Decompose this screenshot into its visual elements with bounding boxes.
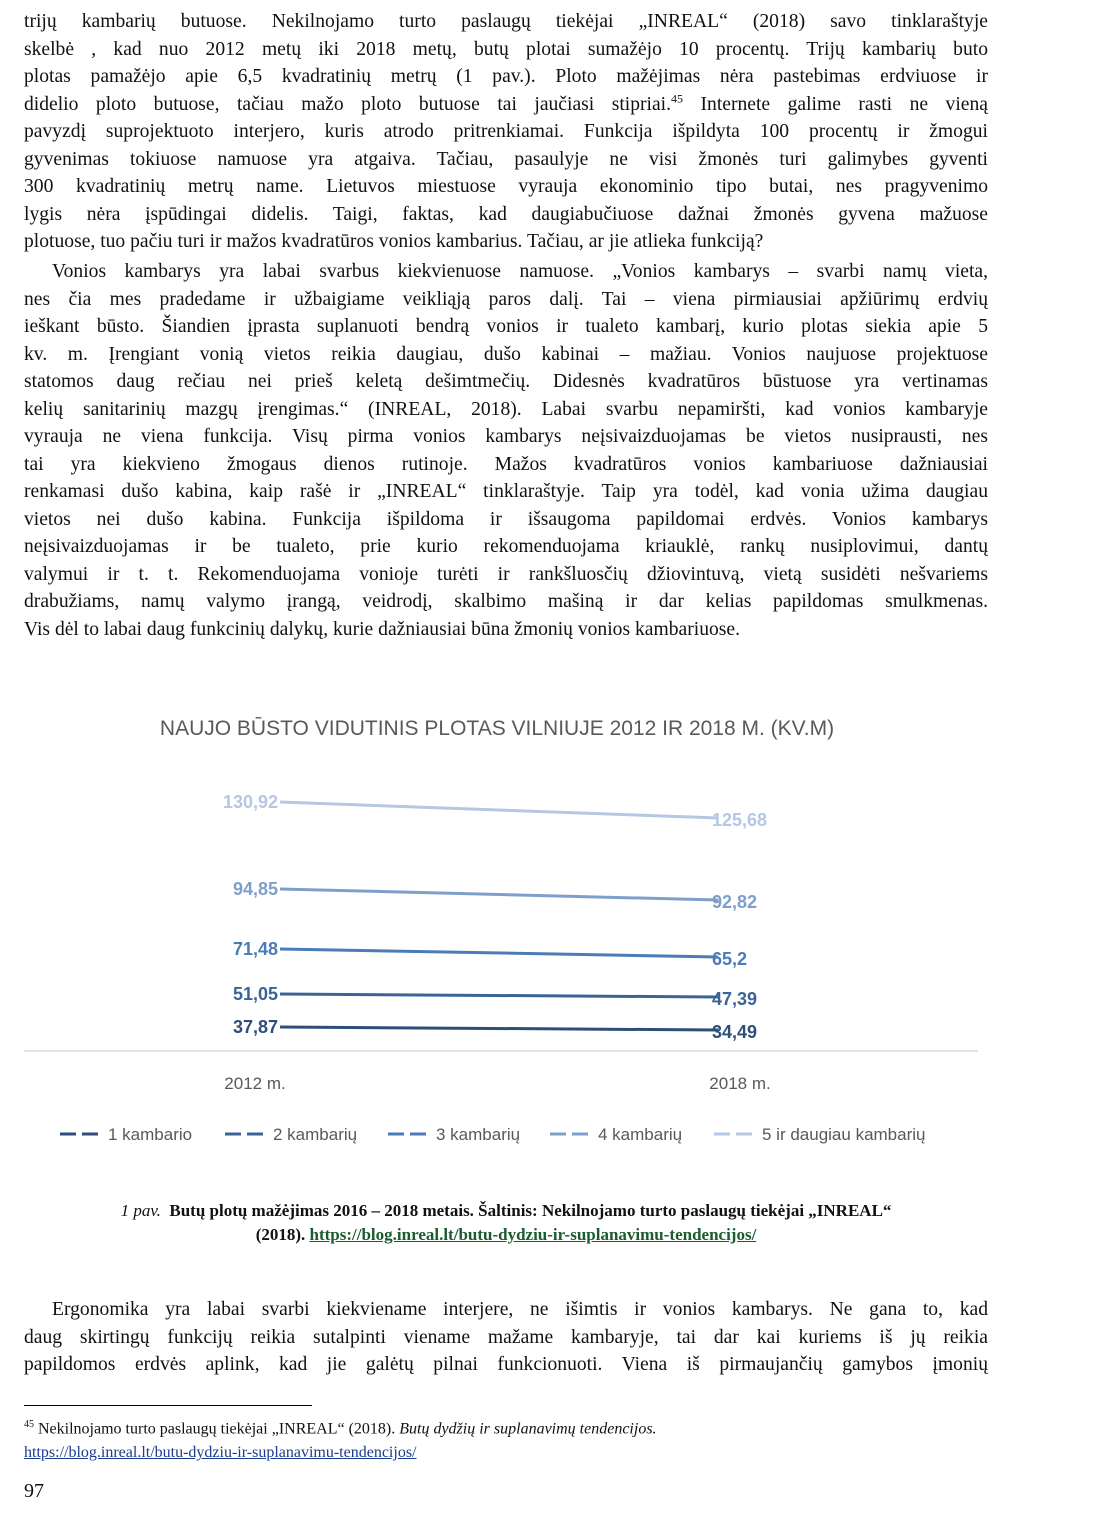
text-line: statomos daug rečiau nei prieš keletą dešimtmečių. Didesnės kvadratūros būstuose yra vertinamas [24, 371, 988, 392]
text-line: Vonios kambarys yra labai svarbus kiekvienuose namuose. „Vonios kambarys – svarbi namų vieta, [52, 261, 988, 282]
legend-label: 1 kambario [108, 1125, 193, 1144]
text-line: Vis dėl to labai daug funkcinių dalykų, kurie dažniausiai būna žmonių vonios kambariuose. [24, 618, 741, 640]
series-line-3 [280, 949, 718, 957]
paragraph-2 [24, 258, 988, 643]
series-line-5 [280, 802, 718, 818]
legend-label: 4 kambarių [598, 1125, 683, 1144]
x-tick-label: 2012 m. [224, 1074, 286, 1093]
x-tick-label: 2018 m. [709, 1074, 771, 1093]
chart-title: NAUJO BŪSTO VIDUTINIS PLOTAS VILNIUJE 2012 IR 2018 M. (KV.M) [159, 717, 835, 740]
legend-item [60, 1125, 192, 1144]
text-line: skelbė , kad nuo 2012 metų iki 2018 metų, butų plotai sumažėjo 10 procentų. Trijų kambarių buto [24, 38, 988, 60]
text-line: tai yra kiekvieno žmogaus dienos rutinoje. Mažos kvadratūros vonios kambariuose dažniausiai [24, 453, 988, 475]
footnote-number: 45 [24, 1419, 34, 1430]
text-line: nes čia mes pradedame ir užbaigiame veikliąją paros dalį. Tai – viena pirmiausiai apžiūrimų erdvių [24, 288, 988, 310]
footnote-text: Nekilnojamo turto paslaugų tiekėjai „INREAL“ (2018). [34, 1420, 400, 1438]
data-label: 130,92 [222, 792, 278, 812]
text-line: ieškant būsto. Šiandien įprasta suplanuoti bendrą vonios ir tualeto kambarį, kurio plotas siekia apie 5 [24, 316, 988, 337]
legend [60, 1125, 925, 1144]
legend-item [714, 1125, 925, 1144]
line-chart [20, 700, 1000, 1170]
data-label: 34,49 [712, 1022, 758, 1042]
series-line-4 [280, 889, 718, 900]
data-label: 94,85 [232, 879, 278, 899]
footnote-link[interactable]: https://blog.inreal.lt/butu-dydziu-ir-suplanavimu-tendencijos/ [24, 1444, 417, 1462]
text-segment: didelio ploto butuose, tačiau mažo ploto butuose tai jaučiasi stipriai. [24, 93, 672, 115]
legend-label: 2 kambarių [273, 1125, 358, 1144]
text-line: pavyzdį suprojektuoto interjero, kuris atrodo pritrenkiamai. Funkcija išpildyta 100 procentų ir žmogui [24, 121, 988, 142]
legend-item [225, 1125, 357, 1144]
series-line-1 [280, 1027, 718, 1030]
text-line: kelių sanitarinių mazgų įrengimas.“ (INREAL, 2018). Labai svarbu nepamiršti, kad vonios kambaryje [24, 398, 988, 420]
text-line: daug skirtingų funkcijų reikia sutalpinti viename mažame kambaryje, tai dar kai kuriems iš jų reikia [24, 1326, 988, 1348]
text-line: kv. m. Įrengiant vonią vietos reikia daugiau, dušo kabinai – mažiau. Vonios naujuose projektuose [24, 343, 988, 365]
text-segment: Internete galime rasti ne vieną [683, 93, 988, 115]
text-line: renkamasi dušo kabina, kaip rašė ir „INREAL“ tinklaraštyje. Taip yra todėl, kad vonia užima daugiau [24, 481, 988, 502]
data-label: 47,39 [712, 989, 758, 1009]
data-label: 65,2 [712, 949, 748, 969]
data-label: 92,82 [712, 892, 758, 912]
series-line-2 [280, 994, 718, 997]
text-line: valymui ir t. t. Rekomenduojama vonioje turėti ir rankšluosčių džiovintuvą, vietą susidėti nešvariems [24, 563, 988, 585]
caption-year: (2018). [255, 1225, 306, 1244]
text-line: plotuose, tuo pačiu turi ir mažos kvadratūros vonios kambarius. Tačiau, ar jie atlieka funkciją? [24, 231, 764, 252]
data-label: 37,87 [232, 1017, 278, 1037]
caption-link[interactable]: https://blog.inreal.lt/butu-dydziu-ir-suplanavimu-tendencijos/ [309, 1225, 757, 1244]
text-line: vietos nei dušo kabina. Funkcija išpildoma ir išsaugoma papildomai erdvės. Vonios kambarys [24, 508, 988, 530]
series-layer [223, 792, 767, 1042]
legend-item [388, 1125, 520, 1144]
text-line: drabužiams, namų valymo įrangą, veidrodį, skalbimo mašiną ir dar kelias papildomas smulkmenas. [24, 591, 988, 612]
figure-caption [24, 1199, 988, 1247]
caption-text: Butų plotų mažėjimas 2016 – 2018 metais. Šaltinis: Nekilnojamo turto paslaugų tiekėjai „INREAL“ [169, 1201, 892, 1220]
text-line: Ergonomika yra labai svarbi kiekviename interjere, ne išimtis ir vonios kambarys. Ne gana to, kad [52, 1299, 988, 1320]
text-line [24, 91, 988, 119]
page-number: 97 [24, 1480, 44, 1502]
text-line: plotas pamažėjo apie 6,5 kvadratinių metrų (1 pav.). Ploto mažėjimas nėra pastebimas erdviuose ir [24, 66, 988, 87]
legend-item [550, 1125, 682, 1144]
legend-label: 5 ir daugiau kambarių [762, 1125, 926, 1144]
caption-label: 1 pav. [120, 1201, 161, 1220]
footnote-title: Butų dydžių ir suplanavimų tendencijos. [399, 1420, 657, 1438]
footnote-ref[interactable]: 45 [671, 90, 684, 105]
text-line: trijų kambarių butuose. Nekilnojamo turto paslaugų tiekėjai „INREAL“ (2018) savo tinklaraštyje [24, 11, 988, 32]
text-line: lygis nėra įspūdingai didelis. Taigi, faktas, kad daugiabučiuose dažnai žmonės gyvena mažuose [24, 203, 988, 225]
text-line: papildomos erdvės aplink, kad jie galėtų pilnai funkcionuoti. Viena iš pirmaujančių gamybos įmonių [24, 1354, 988, 1375]
footnote [24, 1413, 988, 1465]
data-label: 51,05 [232, 984, 278, 1004]
text-line: 300 kvadratinių metrų name. Lietuvos miestuose vyrauja ekonominio tipo butai, nes pragyvenimo [24, 176, 988, 197]
data-label: 71,48 [232, 939, 278, 959]
paragraph-1 [24, 8, 988, 256]
footnote-divider [24, 1405, 312, 1406]
paragraph-3 [24, 1296, 988, 1379]
data-label: 125,68 [712, 810, 768, 830]
text-line: gyvenimas tokiuose namuose yra atgaiva. Tačiau, pasaulyje ne visi žmonės turi galimybes gyventi [24, 148, 988, 170]
legend-label: 3 kambarių [436, 1125, 521, 1144]
text-line: vyrauja ne viena funkcija. Visų pirma vonios kambarys neįsivaizduojamas be vietos nusiprausti, nes [24, 426, 988, 447]
text-line: neįsivaizduojamas ir be tualeto, prie kurio rekomenduojama kriauklė, rankų nusiplovimui, dantų [24, 536, 988, 557]
